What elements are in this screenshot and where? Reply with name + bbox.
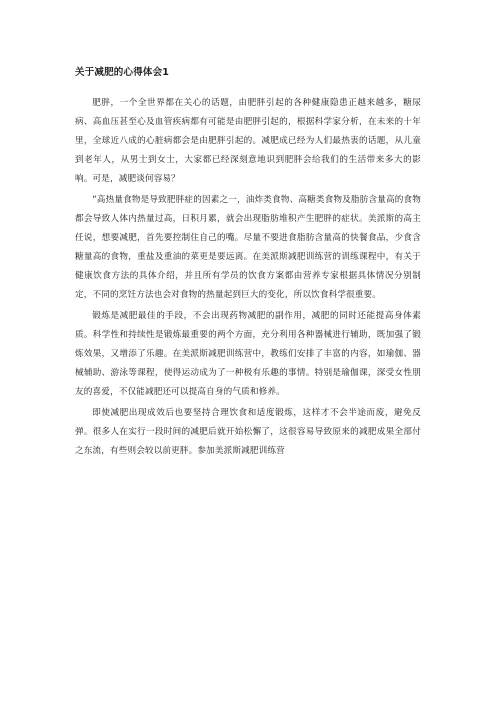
paragraph-exercise: 锻炼是减肥最佳的手段，不会出现药物减肥的副作用，减肥的同时还能提高身体素质。科学性和持续性是锻炼最重要的两个方面，充分利用各种器械进行辅助，既加强了锻炼效果，又增添了乐趣。在美派斯减肥训练营中，教练们安排了丰富的内容，如瑜伽、器械辅助、游泳等课程，使得运动成为了一种极有乐趣的事情。特别是瑜伽课，深受女性朋友的喜爱，不仅能减肥还可以提高自身的气质和修养。 (75, 311, 421, 397)
document-body (75, 94, 421, 463)
paragraph-obesity-intro: 肥胖，一个全世界都在关心的话题，由肥胖引起的各种健康隐患正越来越多，糖尿病、高血压甚至心及血管疾病都有可能是由肥胖引起的，根据科学家分析，在未来的十年里，全球近八成的心脏病都会是由肥胖引起的。减肥成已经为人们最热衷的话题，从儿童到老年人，从男士到女士，大家都已经深刻意地识到肥胖会给我们的生活带来多大的影响。可是，减肥谈何容易？ (75, 98, 421, 184)
document-title: 关于减肥的心得体会1 (75, 67, 170, 78)
paragraph-persistence: 即使减肥出现成效后也要坚持合理饮食和适度锻炼，这样才不会半途而废，避免反弹。很多人在实行一段时间的减肥后就开始松懈了，这很容易导致原来的减肥成果全部付之东流，有些则会较以前更胖。参加美派斯减肥训练营 (75, 408, 421, 456)
paragraph-diet: “高热量食物是导致肥胖症的因素之一，油炸类食物、高糖类食物及脂肪含量高的食物都会导致人体内热量过高，日积月累，就会出现脂肪堆积产生肥胖的症状。美派斯的高主任说，想要减肥，首先要控制住自己的嘴。尽量不要进食脂肪含量高的快餐食品，少食含糖量高的食物，重盐及重油的菜更是要远离。在美派斯减肥训练营的训练课程中，有关于健康饮食方法的具体介绍，并且所有学员的饮食方案都由营养专家根据具体情况分别制定，不同的烹饪方法也会对食物的热量起到巨大的变化，所以饮食科学很重要。 (75, 195, 421, 300)
